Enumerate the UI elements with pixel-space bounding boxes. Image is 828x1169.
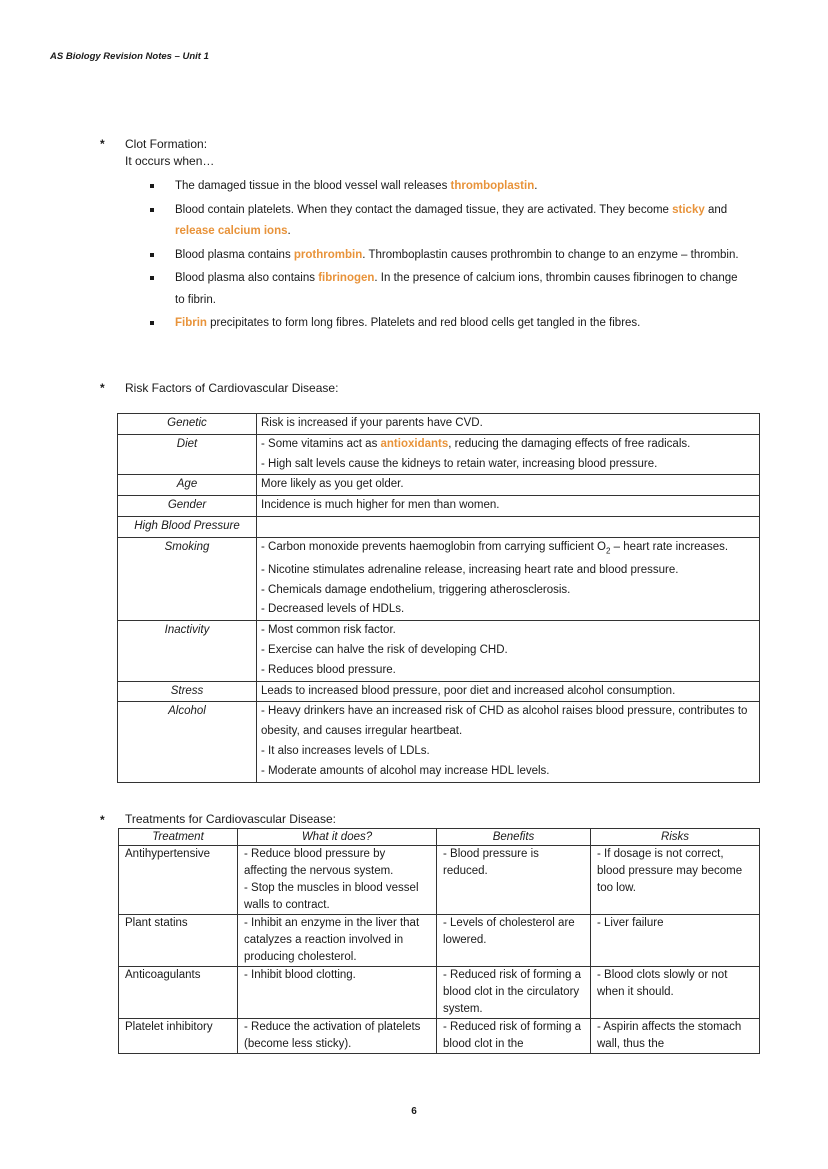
treatment-name: Plant statins: [119, 915, 238, 967]
square-bullet-icon: [150, 276, 154, 280]
highlight-term: release calcium ions: [175, 225, 288, 237]
treatment-action: - Inhibit an enzyme in the liver that catalyzes a reaction involved in producing cholesterol.: [238, 915, 437, 967]
row-text: [257, 702, 760, 782]
text: - Reduces blood pressure.: [261, 663, 396, 676]
text: - High salt levels cause the kidneys to retain water, increasing blood pressure.: [261, 457, 658, 470]
text: .: [287, 225, 291, 237]
text: - Moderate amounts of alcohol may increase HDL levels.: [261, 764, 550, 777]
table-row: [118, 414, 760, 435]
treatment-action: - Reduce the activation of platelets (become less sticky).: [238, 1019, 437, 1054]
row-label: Gender: [118, 496, 257, 517]
treatment-risk: - Liver failure: [591, 915, 760, 967]
text: , reducing the damaging effects of free radicals.: [448, 437, 691, 450]
square-bullet-icon: [150, 184, 154, 188]
text: precipitates to form long fibres. Platelets and red blood cells get tangled in the fibres.: [206, 317, 641, 329]
row-label: Alcohol: [118, 702, 257, 782]
treatment-risk: - Blood clots slowly or not when it should.: [591, 967, 760, 1019]
text: - Decreased levels of HDLs.: [261, 603, 405, 616]
row-text: Leads to increased blood pressure, poor diet and increased alcohol consumption.: [257, 681, 760, 702]
text: and: [704, 203, 728, 216]
table-row: [119, 846, 760, 915]
row-label: Diet: [118, 434, 257, 475]
row-label: Smoking: [118, 537, 257, 620]
treatment-benefit: - Reduced risk of forming a blood clot in the: [437, 1019, 591, 1054]
row-text: [257, 434, 760, 475]
header-risks: Risks: [591, 829, 760, 846]
treatment-name: Anticoagulants: [119, 967, 238, 1019]
bullet-star-icon: *: [100, 137, 105, 151]
document-header: AS Biology Revision Notes – Unit 1: [50, 51, 209, 62]
treatment-risk: - If dosage is not correct, blood pressure may become too low.: [591, 846, 760, 915]
text: - It also increases levels of LDLs.: [261, 745, 430, 758]
table-row: [119, 967, 760, 1019]
text: - Carbon monoxide prevents haemoglobin from carrying sufficient O: [261, 540, 606, 553]
table-row: [118, 516, 760, 537]
clot-section: [125, 136, 214, 170]
text: . In the presence of calcium ions, thrombin causes fibrinogen to change to fibrin.: [175, 272, 738, 306]
highlight-term: fibrinogen: [318, 272, 375, 284]
list-item: [150, 268, 750, 311]
text: - Exercise can halve the risk of developing CHD.: [261, 644, 508, 657]
table-row: [118, 475, 760, 496]
row-text: Risk is increased if your parents have CVD.: [257, 414, 760, 435]
row-text: Incidence is much higher for men than women.: [257, 496, 760, 517]
list-item: [150, 313, 750, 335]
treatments-table: [118, 828, 760, 1054]
treat-title: Treatments for Cardiovascular Disease:: [125, 812, 336, 826]
treatment-action: - Inhibit blood clotting.: [238, 967, 437, 1019]
text: - Most common risk factor.: [261, 624, 396, 637]
text: - Heavy drinkers have an increased risk of CHD as alcohol raises blood pressure, contributes to obesity, and causes irregular heartbeat.: [261, 705, 748, 738]
treatment-benefit: - Blood pressure is reduced.: [437, 846, 591, 915]
text: Blood contain platelets. When they contact the damaged tissue, they are activated. They become: [175, 203, 673, 216]
table-row: [119, 1019, 760, 1054]
treatment-name: Platelet inhibitory: [119, 1019, 238, 1054]
clot-title: Clot Formation:: [125, 137, 208, 151]
text: .: [534, 180, 538, 192]
row-text: [257, 621, 760, 681]
risk-title: Risk Factors of Cardiovascular Disease:: [125, 381, 339, 395]
text: Blood plasma also contains: [175, 272, 319, 284]
treatment-name: Antihypertensive: [119, 846, 238, 915]
highlight-term: Fibrin: [175, 317, 207, 329]
table-row: [118, 681, 760, 702]
clot-steps-list: [150, 176, 750, 337]
square-bullet-icon: [150, 253, 154, 257]
treatment-benefit: - Reduced risk of forming a blood clot in the circulatory system.: [437, 967, 591, 1019]
text: – heart rate increases.: [610, 540, 729, 553]
row-text: [257, 516, 760, 537]
text: - Nicotine stimulates adrenaline release, increasing heart rate and blood pressure.: [261, 563, 679, 576]
list-item: [150, 176, 750, 198]
row-label: Inactivity: [118, 621, 257, 681]
page-number: 6: [411, 1106, 417, 1117]
highlight-term: antioxidants: [380, 437, 449, 450]
text: The damaged tissue in the blood vessel wall releases: [175, 180, 451, 192]
table-row: [118, 702, 760, 782]
risk-factors-table: [117, 413, 760, 783]
square-bullet-icon: [150, 321, 154, 325]
highlight-term: sticky: [672, 203, 705, 216]
table-header-row: [119, 829, 760, 846]
subscript: 2: [605, 546, 611, 556]
clot-subtitle: It occurs when…: [125, 154, 215, 168]
table-row: [118, 537, 760, 620]
table-row: [118, 496, 760, 517]
header-benefits: Benefits: [437, 829, 591, 846]
row-text: More likely as you get older.: [257, 475, 760, 496]
highlight-term: prothrombin: [293, 248, 363, 261]
square-bullet-icon: [150, 208, 154, 212]
table-row: [118, 621, 760, 681]
header-what-it-does: What it does?: [238, 829, 437, 846]
bullet-star-icon: *: [100, 813, 105, 827]
text: . Thromboplastin causes prothrombin to change to an enzyme – thrombin.: [362, 248, 739, 261]
treatment-action: - Reduce blood pressure by affecting the nervous system. - Stop the muscles in blood vessel walls to contract.: [238, 846, 437, 915]
row-label: Stress: [118, 681, 257, 702]
row-label: High Blood Pressure: [118, 516, 257, 537]
treatment-benefit: - Levels of cholesterol are lowered.: [437, 915, 591, 967]
table-row: [119, 915, 760, 967]
text: - Chemicals damage endothelium, triggering atherosclerosis.: [261, 583, 571, 596]
header-treatment: Treatment: [119, 829, 238, 846]
table-row: [118, 434, 760, 475]
highlight-term: thromboplastin: [450, 180, 535, 192]
treatment-risk: - Aspirin affects the stomach wall, thus the: [591, 1019, 760, 1054]
list-item: [150, 200, 750, 243]
row-label: Genetic: [118, 414, 257, 435]
bullet-star-icon: *: [100, 381, 105, 395]
text: Blood plasma contains: [175, 248, 294, 261]
text: - Some vitamins act as: [261, 437, 381, 450]
row-text: [257, 537, 760, 620]
row-label: Age: [118, 475, 257, 496]
list-item: [150, 245, 750, 267]
